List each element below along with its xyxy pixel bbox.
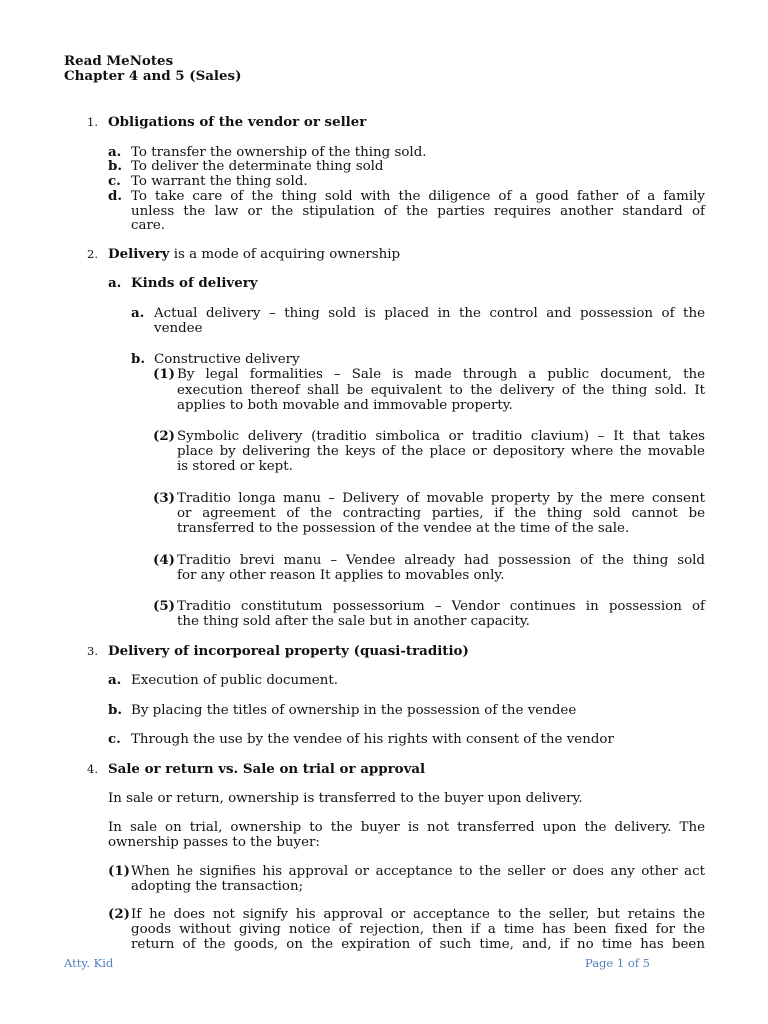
s1-item-d-mark: d. bbox=[108, 188, 123, 204]
section-4-number: 4. bbox=[87, 762, 98, 776]
s4-item-1-line: adopting the transaction; bbox=[131, 879, 304, 894]
actual-delivery-mark: a. bbox=[131, 305, 145, 321]
s3-item-b-mark: b. bbox=[108, 702, 123, 718]
s2-sub-a-mark: a. bbox=[108, 275, 122, 291]
kind-1-line: By legal formalities – Sale is made through a public document, the bbox=[177, 367, 705, 382]
kind-4-mark: (4) bbox=[153, 552, 175, 568]
kind-5-line: Traditio constitutum possessorium – Vendor continues in possession of bbox=[177, 599, 705, 614]
s4-item-1-line: When he signifies his approval or acceptance to the seller or does any other act bbox=[131, 864, 705, 879]
constructive-delivery-label: Constructive delivery bbox=[154, 352, 300, 367]
s1-item-c-mark: c. bbox=[108, 173, 121, 189]
s4-item-2-line: goods without giving notice of rejection, then if a time has been fixed for the bbox=[131, 922, 705, 937]
s1-item-a-text: To transfer the ownership of the thing sold. bbox=[131, 145, 427, 160]
s4-item-2-line: If he does not signify his approval or acceptance to the seller, but retains the bbox=[131, 907, 705, 922]
s1-item-d-line: care. bbox=[131, 218, 166, 233]
kind-1-mark: (1) bbox=[153, 366, 175, 382]
kind-2-line: is stored or kept. bbox=[177, 459, 293, 474]
s3-item-c-text: Through the use by the vendee of his rights with consent of the vendor bbox=[131, 732, 614, 747]
kind-3-line: transferred to the possession of the vendee at the time of the sale. bbox=[177, 521, 630, 536]
s3-item-c-mark: c. bbox=[108, 731, 121, 747]
section-2-heading-rest: is a mode of acquiring ownership bbox=[169, 247, 401, 262]
s4-item-2-line: return of the goods, on the expiration of such time, and, if no time has been bbox=[131, 937, 705, 952]
kind-5-line: the thing sold after the sale but in another capacity. bbox=[177, 614, 530, 629]
s1-item-d-line: To take care of the thing sold with the diligence of a good father of a family bbox=[131, 189, 705, 204]
s1-item-d-line: unless the law or the stipulation of the parties requires another standard of bbox=[131, 204, 705, 219]
actual-delivery-line: Actual delivery – thing sold is placed in the control and possession of the bbox=[154, 306, 705, 321]
kind-4-line: for any other reason It applies to movables only. bbox=[177, 568, 505, 583]
s3-item-b-text: By placing the titles of ownership in the possession of the vendee bbox=[131, 703, 577, 718]
s4-paragraph-1: In sale or return, ownership is transferred to the buyer upon delivery. bbox=[108, 791, 583, 806]
s1-item-b-mark: b. bbox=[108, 158, 123, 174]
footer-author: Atty. Kid bbox=[64, 956, 114, 970]
section-2-heading bbox=[108, 247, 400, 262]
s4-item-2-mark: (2) bbox=[108, 906, 130, 922]
s3-item-a-mark: a. bbox=[108, 672, 122, 688]
s3-item-a-text: Execution of public document. bbox=[131, 673, 338, 688]
section-4-heading: Sale or return vs. Sale on trial or approval bbox=[108, 761, 426, 777]
section-2-number: 2. bbox=[87, 247, 98, 261]
section-3-number: 3. bbox=[87, 644, 98, 658]
kind-2-mark: (2) bbox=[153, 428, 175, 444]
constructive-delivery-mark: b. bbox=[131, 351, 146, 367]
kind-2-line: place by delivering the keys of the place or depository where the movable bbox=[177, 444, 705, 459]
s4-item-1-mark: (1) bbox=[108, 863, 130, 879]
document-title: Read MeNotes bbox=[64, 53, 174, 69]
s4-paragraph-2-line: ownership passes to the buyer: bbox=[108, 835, 320, 850]
kind-4-line: Traditio brevi manu – Vendee already had possession of the thing sold bbox=[177, 553, 705, 568]
footer-page-number: Page 1 of 5 bbox=[584, 956, 650, 970]
section-1-number: 1. bbox=[87, 115, 98, 129]
s2-sub-heading: Kinds of delivery bbox=[131, 275, 258, 291]
kind-1-line: applies to both movable and immovable property. bbox=[177, 398, 513, 413]
s1-item-c-text: To warrant the thing sold. bbox=[131, 174, 308, 189]
kind-2-line: Symbolic delivery (traditio simbolica or traditio clavium) – It that takes bbox=[177, 429, 705, 444]
s1-item-a-mark: a. bbox=[108, 144, 122, 160]
kind-5-mark: (5) bbox=[153, 598, 175, 614]
s4-paragraph-2-line: In sale on trial, ownership to the buyer is not transferred upon the delivery. The bbox=[108, 820, 705, 835]
kind-3-line: or agreement of the contracting parties, if the thing sold cannot be bbox=[177, 506, 705, 521]
section-2-heading-bold: Delivery bbox=[108, 246, 170, 262]
kind-3-line: Traditio longa manu – Delivery of movable property by the mere consent bbox=[177, 491, 705, 506]
kind-3-mark: (3) bbox=[153, 490, 175, 506]
s1-item-b-text: To deliver the determinate thing sold bbox=[131, 159, 384, 174]
document-subtitle: Chapter 4 and 5 (Sales) bbox=[64, 68, 242, 84]
section-1-heading: Obligations of the vendor or seller bbox=[108, 114, 367, 130]
actual-delivery-line: vendee bbox=[154, 321, 203, 336]
section-3-heading: Delivery of incorporeal property (quasi-traditio) bbox=[108, 643, 469, 659]
kind-1-line: execution thereof shall be equivalent to the delivery of the thing sold. It bbox=[177, 383, 705, 398]
